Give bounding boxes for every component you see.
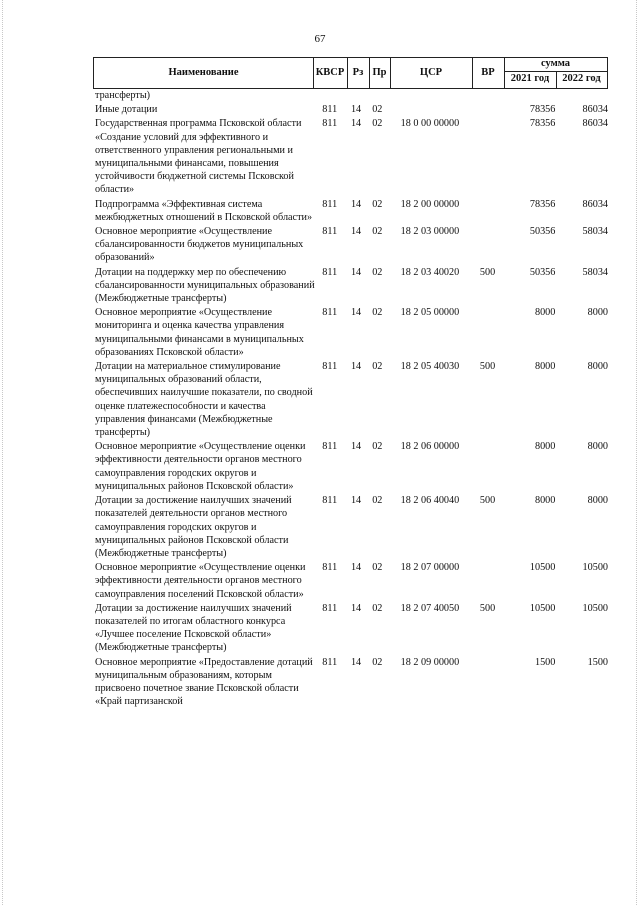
row-name: Основное мероприятие «Осуществление оценки эффективности деятельности органов местного самоуправления поселений Псковской области»: [95, 562, 306, 600]
budget-table: [95, 89, 608, 709]
header-sum-divider: [504, 71, 607, 72]
row-sum-2021: 8000: [534, 441, 556, 453]
row-name: Иные дотации: [95, 104, 158, 116]
table-row: [95, 306, 608, 360]
row-kvsr: 811: [322, 656, 338, 668]
row-sum-2021: 78356: [529, 118, 556, 130]
row-kvsr: 811: [322, 361, 338, 373]
table-row: [95, 198, 608, 225]
row-kvsr: 811: [322, 602, 338, 614]
row-name: Подпрограмма «Эффективная система межбюджетных отношений в Псковской области»: [95, 198, 313, 223]
row-csr: 18 2 09 00000: [400, 656, 460, 668]
table-row: [95, 494, 608, 561]
row-rz: [344, 89, 368, 103]
row-name: Дотации на поддержку мер по обеспечению сбалансированности муниципальных образований (Межбюджетные трансферты): [95, 266, 315, 305]
row-pr: 02: [372, 118, 383, 130]
row-pr: 02: [372, 562, 383, 574]
table-row: [95, 225, 608, 266]
row-pr: 02: [372, 307, 383, 319]
row-kvsr: 811: [322, 562, 338, 574]
table-row: [95, 89, 608, 103]
table-row: [95, 440, 608, 494]
header-csr: ЦСР: [419, 67, 443, 78]
row-pr: 02: [372, 656, 383, 668]
row-rz: 14: [350, 118, 362, 130]
table-row: [95, 656, 608, 710]
row-sum-2021: 50356: [529, 266, 556, 278]
row-vr: [473, 561, 501, 602]
row-pr: 02: [372, 495, 383, 507]
table-row: [95, 360, 608, 440]
row-pr: [368, 89, 386, 103]
row-csr: 18 2 07 00000: [400, 562, 460, 574]
row-rz: 14: [350, 562, 362, 574]
scan-margin-left: [2, 0, 4, 905]
row-csr: 18 2 06 40040: [400, 495, 460, 507]
row-pr: 02: [372, 361, 383, 373]
row-sum-2021: 8000: [534, 495, 556, 507]
row-name: Дотации за достижение наилучших значений показателей по итогам областного конкурса «Лучшее поселение Псковской области» (Межбюджетные трансферты): [95, 602, 292, 654]
row-sum-2022: 10500: [582, 562, 608, 574]
table-row: [95, 266, 608, 307]
row-sum-2022: 58034: [582, 266, 608, 278]
page-number: 67: [314, 33, 326, 45]
row-kvsr: [316, 89, 344, 103]
row-sum-2022: 8000: [587, 307, 608, 319]
row-sum-2022: 86034: [582, 104, 608, 116]
row-csr: [386, 103, 473, 117]
row-kvsr: 811: [322, 307, 338, 319]
row-name: Основное мероприятие «Осуществление сбалансированности бюджетов муниципальных образований»: [95, 226, 304, 264]
row-sum-2022: 86034: [582, 118, 608, 130]
row-name: Дотации за достижение наилучших значений показателей деятельности органов местного самоуправления городских округов и муниципальных районов Псковской области (Межбюджетные трансферты): [95, 495, 292, 559]
row-kvsr: 811: [322, 198, 338, 210]
row-rz: 14: [350, 226, 362, 238]
scan-margin-right: [636, 0, 638, 905]
table-row: [95, 103, 608, 117]
row-csr: 18 2 05 00000: [400, 307, 460, 319]
row-pr: 02: [372, 441, 383, 453]
row-sum-2021: 8000: [534, 307, 556, 319]
row-vr: [473, 656, 501, 710]
row-vr: [473, 440, 501, 494]
row-name: трансферты): [95, 90, 151, 101]
row-vr: [473, 117, 501, 197]
header-kvsr: КВСР: [315, 67, 345, 78]
table-row: [95, 117, 608, 197]
row-sum-2021: 8000: [534, 361, 556, 373]
row-kvsr: 811: [322, 441, 338, 453]
row-csr: 18 2 07 40050: [400, 602, 460, 614]
row-sum-2022: 8000: [587, 361, 608, 373]
row-name: Основное мероприятие «Осуществление мониторинга и оценка качества управления муниципальными финансами в муниципальных образованиях Псковской области»: [95, 307, 304, 358]
row-kvsr: 811: [322, 104, 338, 116]
row-name: Основное мероприятие «Предоставление дотаций муниципальным образованиям, которым присвоено почетное звание Псковской области «Край партизанской: [95, 656, 313, 708]
row-csr: [386, 89, 473, 103]
header-rz: Рз: [352, 67, 364, 78]
row-sum-2021: 10500: [529, 562, 556, 574]
header-year-2021: 2021 год: [510, 73, 550, 84]
row-name: Дотации на материальное стимулирование муниципальных образований области, обеспечивших наилучшие показатели, по сводной оценке платежеспособности и качества управления финансами (Межбюджетные трансферты): [95, 361, 313, 439]
row-sum-2021: [502, 89, 556, 103]
row-pr: 02: [372, 266, 383, 278]
row-rz: 14: [350, 198, 362, 210]
row-rz: 14: [350, 495, 362, 507]
row-sum-2022: 58034: [582, 226, 608, 238]
row-vr: [473, 89, 501, 103]
row-pr: 02: [372, 226, 383, 238]
header-pr: Пр: [372, 67, 387, 78]
row-pr: 02: [372, 198, 383, 210]
row-csr: 18 2 03 00000: [400, 226, 460, 238]
row-sum-2021: 50356: [529, 226, 556, 238]
row-kvsr: 811: [322, 226, 338, 238]
row-csr: 18 2 05 40030: [400, 361, 460, 373]
row-csr: 18 2 06 00000: [400, 441, 460, 453]
header-sum: сумма: [540, 58, 571, 69]
row-pr: 02: [372, 104, 383, 116]
row-sum-2022: 86034: [582, 198, 608, 210]
row-kvsr: 811: [322, 495, 338, 507]
row-sum-2021: 10500: [529, 602, 556, 614]
header-name: Наименование: [168, 67, 239, 78]
row-sum-2022: [555, 89, 608, 103]
row-pr: 02: [372, 602, 383, 614]
row-vr: [473, 306, 501, 360]
row-rz: 14: [350, 266, 362, 278]
row-vr: 500: [479, 495, 496, 507]
row-rz: 14: [350, 307, 362, 319]
row-sum-2021: 1500: [534, 656, 556, 668]
row-vr: 500: [479, 361, 496, 373]
row-sum-2022: 8000: [587, 441, 608, 453]
header-year-2022: 2022 год: [562, 73, 601, 84]
header-vr: ВР: [481, 67, 495, 78]
row-rz: 14: [350, 104, 362, 116]
row-kvsr: 811: [322, 118, 338, 130]
row-name: Государственная программа Псковской области «Создание условий для эффективного и ответственного управления региональными и муниципальными финансами, повышения устойчивости бюджетной системы Псковской области»: [95, 118, 302, 196]
row-vr: 500: [479, 602, 496, 614]
row-sum-2022: 1500: [587, 656, 608, 668]
row-vr: [473, 198, 501, 225]
table-row: [95, 602, 608, 656]
row-rz: 14: [350, 656, 362, 668]
row-rz: 14: [350, 441, 362, 453]
row-sum-2022: 8000: [587, 495, 608, 507]
row-sum-2021: 78356: [529, 198, 556, 210]
row-csr: 18 0 00 00000: [400, 118, 460, 130]
row-kvsr: 811: [322, 266, 338, 278]
row-name: Основное мероприятие «Осуществление оценки эффективности деятельности органов местного самоуправления городских округов и муниципальных районов Псковской области»: [95, 441, 306, 492]
row-vr: 500: [479, 266, 496, 278]
row-rz: 14: [350, 602, 362, 614]
row-csr: 18 2 00 00000: [400, 198, 460, 210]
row-sum-2021: 78356: [529, 104, 556, 116]
table-row: [95, 561, 608, 602]
table-header: [93, 57, 608, 89]
row-rz: 14: [350, 361, 362, 373]
row-sum-2022: 10500: [582, 602, 608, 614]
row-vr: [473, 103, 501, 117]
row-csr: 18 2 03 40020: [400, 266, 460, 278]
row-vr: [473, 225, 501, 266]
